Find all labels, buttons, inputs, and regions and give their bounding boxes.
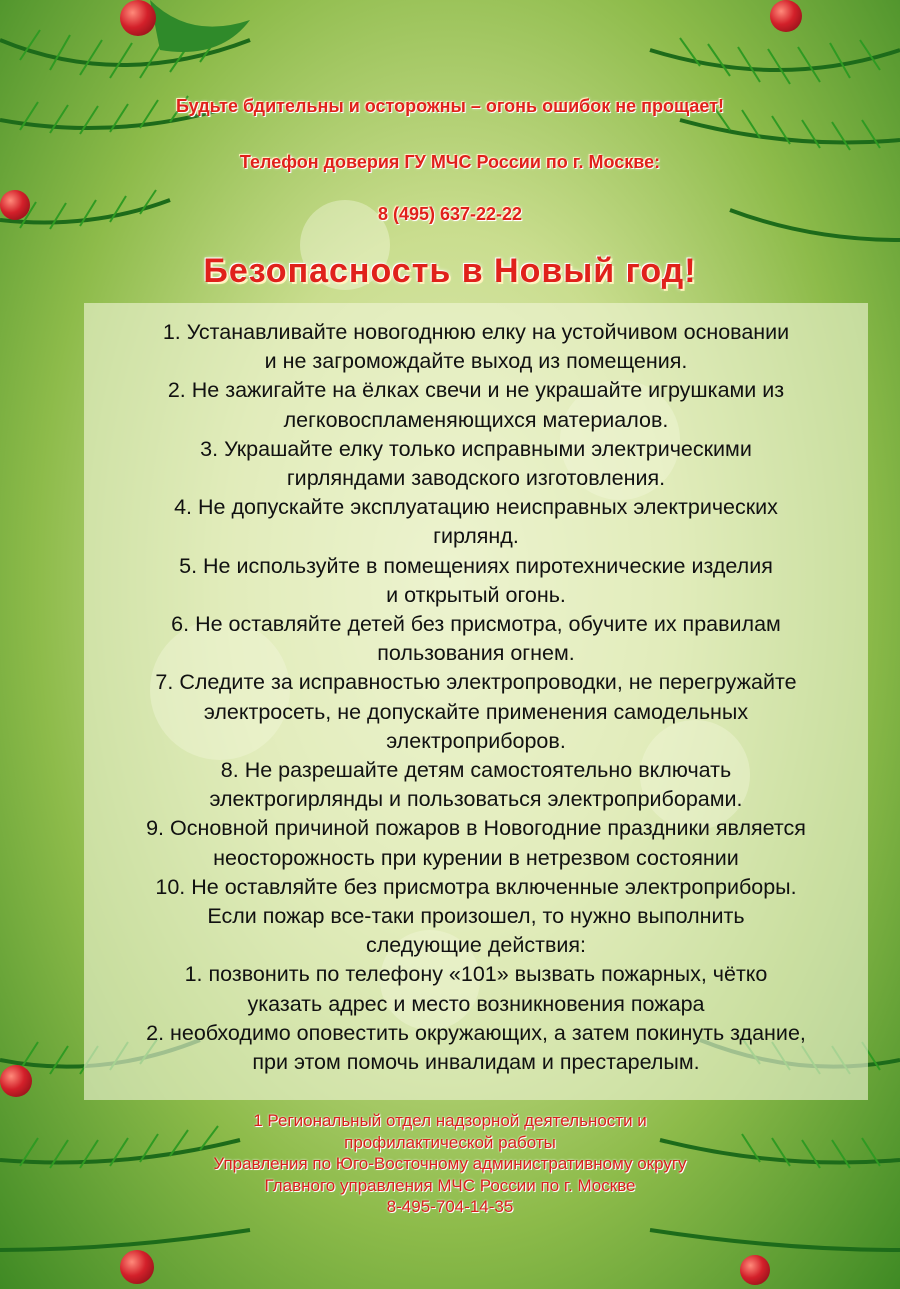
rule-line: 10. Не оставляйте без присмотра включенные электроприборы.	[155, 874, 797, 899]
footer-line: 1 Региональный отдел надзорной деятельности и	[253, 1111, 647, 1130]
rule-line: Если пожар все-таки произошел, то нужно выполнить	[207, 904, 745, 929]
footer-phone: 8-495-704-14-35	[386, 1197, 514, 1216]
footer-line: Управления по Юго-Восточному административному округу	[213, 1154, 687, 1173]
rule-line: электрогирлянды и пользоваться электроприборами.	[209, 787, 743, 812]
rule-line: 8. Не разрешайте детям самостоятельно включать	[220, 758, 732, 783]
holly-berry	[740, 1255, 770, 1285]
hotline-phone: 8 (495) 637-22-22	[377, 204, 523, 224]
rule-line: при этом помочь инвалидам и престарелым.	[252, 1050, 700, 1075]
rule-line: пользования огнем.	[377, 641, 575, 666]
rule-line: гирляндами заводского изготовления.	[286, 466, 666, 491]
rule-line: 1. позвонить по телефону «101» вызвать пожарных, чётко	[184, 962, 768, 987]
rule-line: 7. Следите за исправностью электропроводки, не перегружайте	[155, 670, 797, 695]
holly-berry	[0, 1065, 32, 1097]
warning-slogan: Будьте бдительны и осторожны – огонь ошибок не прощает!	[175, 96, 725, 116]
rule-line: 3. Украшайте елку только исправными электрическими	[200, 436, 752, 461]
footer-line: профилактической работы	[344, 1132, 556, 1152]
rule-line: 4. Не допускайте эксплуатацию неисправных электрических	[174, 495, 778, 520]
rule-line: 2. необходимо оповестить окружающих, а затем покинуть здание,	[146, 1020, 806, 1045]
holly-berry	[770, 0, 802, 32]
rule-line: 1. Устанавливайте новогоднюю елку на устойчивом основании	[162, 320, 790, 344]
rule-line: электроприборов.	[386, 728, 566, 753]
rule-line: 6. Не оставляйте детей без присмотра, обучите их правилам	[171, 612, 781, 637]
rule-line: неосторожность при курении в нетрезвом состоянии	[213, 845, 739, 870]
rule-line: и не загромождайте выход из помещения.	[264, 349, 688, 374]
rule-line: 2. Не зажигайте на ёлках свечи и не украшайте игрушками из	[167, 378, 785, 403]
rule-line: 9. Основной причиной пожаров в Новогодние праздники является	[146, 816, 806, 841]
rule-line: электросеть, не допускайте применения самодельных	[203, 699, 749, 724]
holly-berry	[120, 0, 156, 36]
footer-organization	[0, 1110, 900, 1218]
rule-line: следующие действия:	[366, 933, 586, 958]
rule-line: указать адрес и место возникновения пожара	[247, 991, 705, 1016]
hotline-label: Телефон доверия ГУ МЧС России по г. Москве:	[239, 152, 661, 172]
rule-line: и открытый огонь.	[386, 582, 566, 607]
rule-line: 5. Не используйте в помещениях пиротехнические изделия	[179, 553, 773, 578]
rule-line: легковоспламеняющихся материалов.	[283, 407, 669, 432]
safety-rules-list	[84, 318, 868, 1077]
footer-line: Главного управления МЧС России по г. Москве	[264, 1175, 636, 1195]
holly-berry	[120, 1250, 154, 1284]
rule-line: гирлянд.	[433, 524, 519, 549]
page-title: Безопасность в Новый год!	[203, 252, 697, 290]
